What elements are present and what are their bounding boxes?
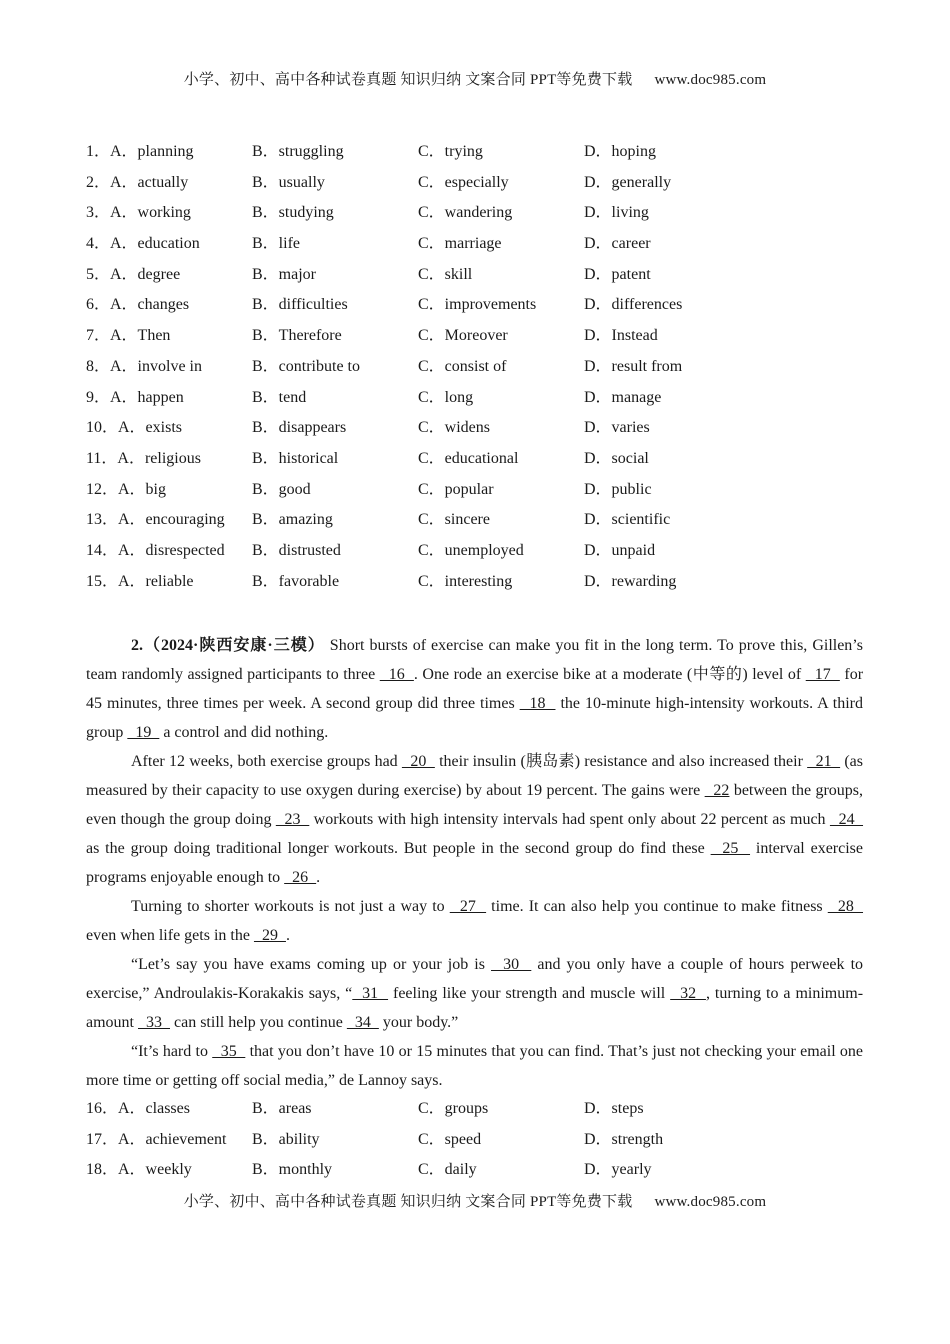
option-row	[86, 265, 886, 296]
option-b: B．difficulties	[252, 296, 348, 314]
option-a: 8．A．involve in	[86, 357, 202, 375]
option-b: B．contribute to	[252, 357, 360, 375]
option-d: D．generally	[584, 173, 672, 191]
blank-21: 21	[807, 753, 841, 770]
option-d: D．hoping	[584, 143, 657, 160]
blank-24: 24	[829, 811, 864, 828]
option-d: D．social	[584, 449, 649, 467]
option-d: D．Instead	[584, 327, 658, 345]
option-d: D．varies	[584, 419, 650, 437]
option-d: D．public	[584, 480, 652, 498]
option-a: 5．A．degree	[86, 265, 181, 283]
option-row	[86, 326, 886, 357]
option-a: 18．A．weekly	[86, 1161, 192, 1179]
blank-27: 27	[449, 898, 487, 915]
blank-20: 20	[401, 753, 435, 770]
option-b: B．monthly	[252, 1161, 333, 1179]
option-a: 6．A．changes	[86, 296, 190, 314]
option-a: 12．A．big	[86, 480, 167, 498]
option-b: B．good	[252, 480, 311, 498]
option-a: 4．A．education	[86, 235, 200, 253]
option-d: D．strength	[584, 1130, 664, 1148]
option-row	[86, 142, 886, 173]
option-d: D．differences	[584, 296, 683, 314]
option-c: C．especially	[418, 173, 509, 191]
option-d: D．patent	[584, 265, 651, 283]
option-d: D．result from	[584, 357, 683, 375]
option-row	[86, 541, 886, 572]
page-header	[0, 68, 950, 89]
header-site-link[interactable]: www.doc985.com	[654, 72, 767, 88]
option-d: D．career	[584, 235, 651, 253]
option-d: D．manage	[584, 388, 662, 406]
option-b: B．areas	[252, 1100, 312, 1117]
option-d: D．steps	[584, 1100, 644, 1117]
header-text: 小学、初中、高中各种试卷真题 知识归纳 文案合同 PPT等免费下载	[183, 72, 633, 88]
option-a: 7．A．Then	[86, 327, 171, 345]
passage-paragraph-1: 2.（2024·陕西安康·三模） Short bursts of exercise can make you fit in the long term. To prove this, Gillen’s team randomly assigned participants to three 16 . One rode an exercise bike at a moderate (中等的) level of 17 for 45 minutes, three times per week. A second group did three times 18 the 10-minute high-intensity workouts. A third group 19 a control and did nothing.	[86, 637, 864, 741]
option-b: B．life	[252, 235, 300, 253]
option-c: C．groups	[418, 1100, 489, 1117]
passage-paragraph-4: “Let’s say you have exams coming up or your job is 30 and you only have a couple of hours perweek to exercise,” Androulakis-Korakakis says, “ 31 feeling like your strength and muscle will 32 , turning to a minimum-amount 33 can still help you continue 34 your body.”	[86, 956, 864, 1031]
option-c: C．educational	[418, 449, 519, 467]
page-footer	[0, 1190, 950, 1211]
blank-17: 17	[805, 666, 840, 683]
option-b: B．major	[252, 265, 316, 283]
blank-19: 19	[127, 724, 160, 741]
option-c: C．interesting	[418, 572, 513, 590]
blank-34: 34	[346, 1014, 379, 1031]
option-c: C．speed	[418, 1130, 482, 1148]
option-row	[86, 1130, 886, 1161]
option-row	[86, 480, 886, 511]
option-b: B．amazing	[252, 511, 333, 529]
option-d: D．yearly	[584, 1161, 652, 1179]
option-b: B．ability	[252, 1130, 320, 1148]
blank-28: 28	[827, 898, 864, 915]
option-row	[86, 510, 886, 541]
blank-25: 25	[710, 840, 751, 857]
option-d: D．rewarding	[584, 572, 677, 590]
blank-32: 32	[670, 985, 706, 1002]
option-b: B．struggling	[252, 143, 344, 160]
passage-paragraph-5: “It’s hard to 35 that you don’t have 10 or 15 minutes that you can find. That’s just not checking your email one more time or getting off social media,” de Lannoy says.	[86, 1043, 864, 1089]
cloze-passage	[86, 631, 863, 1095]
option-b: B．tend	[252, 388, 307, 406]
blank-22: 22	[704, 782, 730, 799]
option-c: C．improvements	[418, 296, 537, 314]
option-a: 9．A．happen	[86, 388, 184, 406]
option-d: D．living	[584, 204, 649, 222]
blank-31: 31	[352, 985, 389, 1002]
passage-paragraph-2: After 12 weeks, both exercise groups had 20 their insulin (胰岛素) resistance and also increased their 21 (as measured by their capacity to use oxygen during exercise) by about 19 percent. The gains were 22 between the groups, even though the group doing 23 workouts with high intensity intervals had spent only about 22 percent as much 24 as the group doing traditional longer workouts. But people in the second group do find these 25 interval exercise programs enjoyable enough to 26 .	[86, 753, 864, 886]
option-b: B．distrusted	[252, 541, 341, 559]
option-c: C．sincere	[418, 511, 490, 529]
option-b: B．studying	[252, 204, 334, 222]
option-row	[86, 1160, 886, 1191]
option-c: C．wandering	[418, 204, 513, 222]
option-a: 1．A．planning	[86, 143, 194, 160]
option-b: B．disappears	[252, 419, 347, 437]
option-c: C．Moreover	[418, 327, 508, 345]
option-row	[86, 203, 886, 234]
option-a: 15．A．reliable	[86, 572, 194, 590]
option-a: 3．A．working	[86, 204, 191, 222]
option-c: C．trying	[418, 143, 483, 160]
option-row	[86, 388, 886, 419]
option-row	[86, 295, 886, 326]
option-d: D．unpaid	[584, 541, 656, 559]
option-row	[86, 357, 886, 388]
blank-16: 16	[379, 666, 414, 683]
blank-30: 30	[491, 956, 532, 973]
blank-26: 26	[284, 869, 317, 886]
option-c: C．widens	[418, 419, 491, 437]
option-c: C．daily	[418, 1161, 477, 1179]
blank-18: 18	[519, 695, 556, 712]
option-c: C．unemployed	[418, 541, 524, 559]
option-a: 13．A．encouraging	[86, 511, 225, 529]
blank-35: 35	[212, 1043, 246, 1060]
option-a: 17．A．achievement	[86, 1130, 227, 1148]
option-a: 16．A．classes	[86, 1100, 190, 1117]
option-row	[86, 418, 886, 449]
option-row	[86, 572, 886, 603]
option-c: C．popular	[418, 480, 494, 498]
option-row	[86, 234, 886, 265]
option-b: B．Therefore	[252, 327, 342, 345]
option-row	[86, 1099, 886, 1130]
option-a: 10．A．exists	[86, 419, 183, 437]
option-c: C．skill	[418, 265, 473, 283]
option-b: B．usually	[252, 173, 325, 191]
option-c: C．consist of	[418, 357, 507, 375]
options-list-1-15	[86, 142, 886, 602]
option-row	[86, 449, 886, 480]
blank-23: 23	[275, 811, 310, 828]
question-tag: 2.（2024·陕西安康·三模）	[131, 637, 325, 654]
option-d: D．scientific	[584, 511, 671, 529]
option-c: C．long	[418, 388, 474, 406]
option-a: 2．A．actually	[86, 173, 189, 191]
blank-29: 29	[253, 927, 286, 944]
passage-paragraph-3: Turning to shorter workouts is not just a way to 27 time. It can also help you continue to make fitness 28 even when life gets in the 29 .	[86, 898, 864, 944]
option-b: B．favorable	[252, 572, 340, 590]
footer-text: 小学、初中、高中各种试卷真题 知识归纳 文案合同 PPT等免费下载	[183, 1194, 633, 1210]
option-b: B．historical	[252, 449, 339, 467]
options-list-16-18	[86, 1099, 886, 1191]
option-c: C．marriage	[418, 235, 502, 253]
blank-33: 33	[138, 1014, 170, 1031]
option-a: 14．A．disrespected	[86, 541, 225, 559]
option-row	[86, 173, 886, 204]
option-a: 11．A．religious	[86, 449, 201, 467]
footer-site-link[interactable]: www.doc985.com	[654, 1194, 767, 1210]
